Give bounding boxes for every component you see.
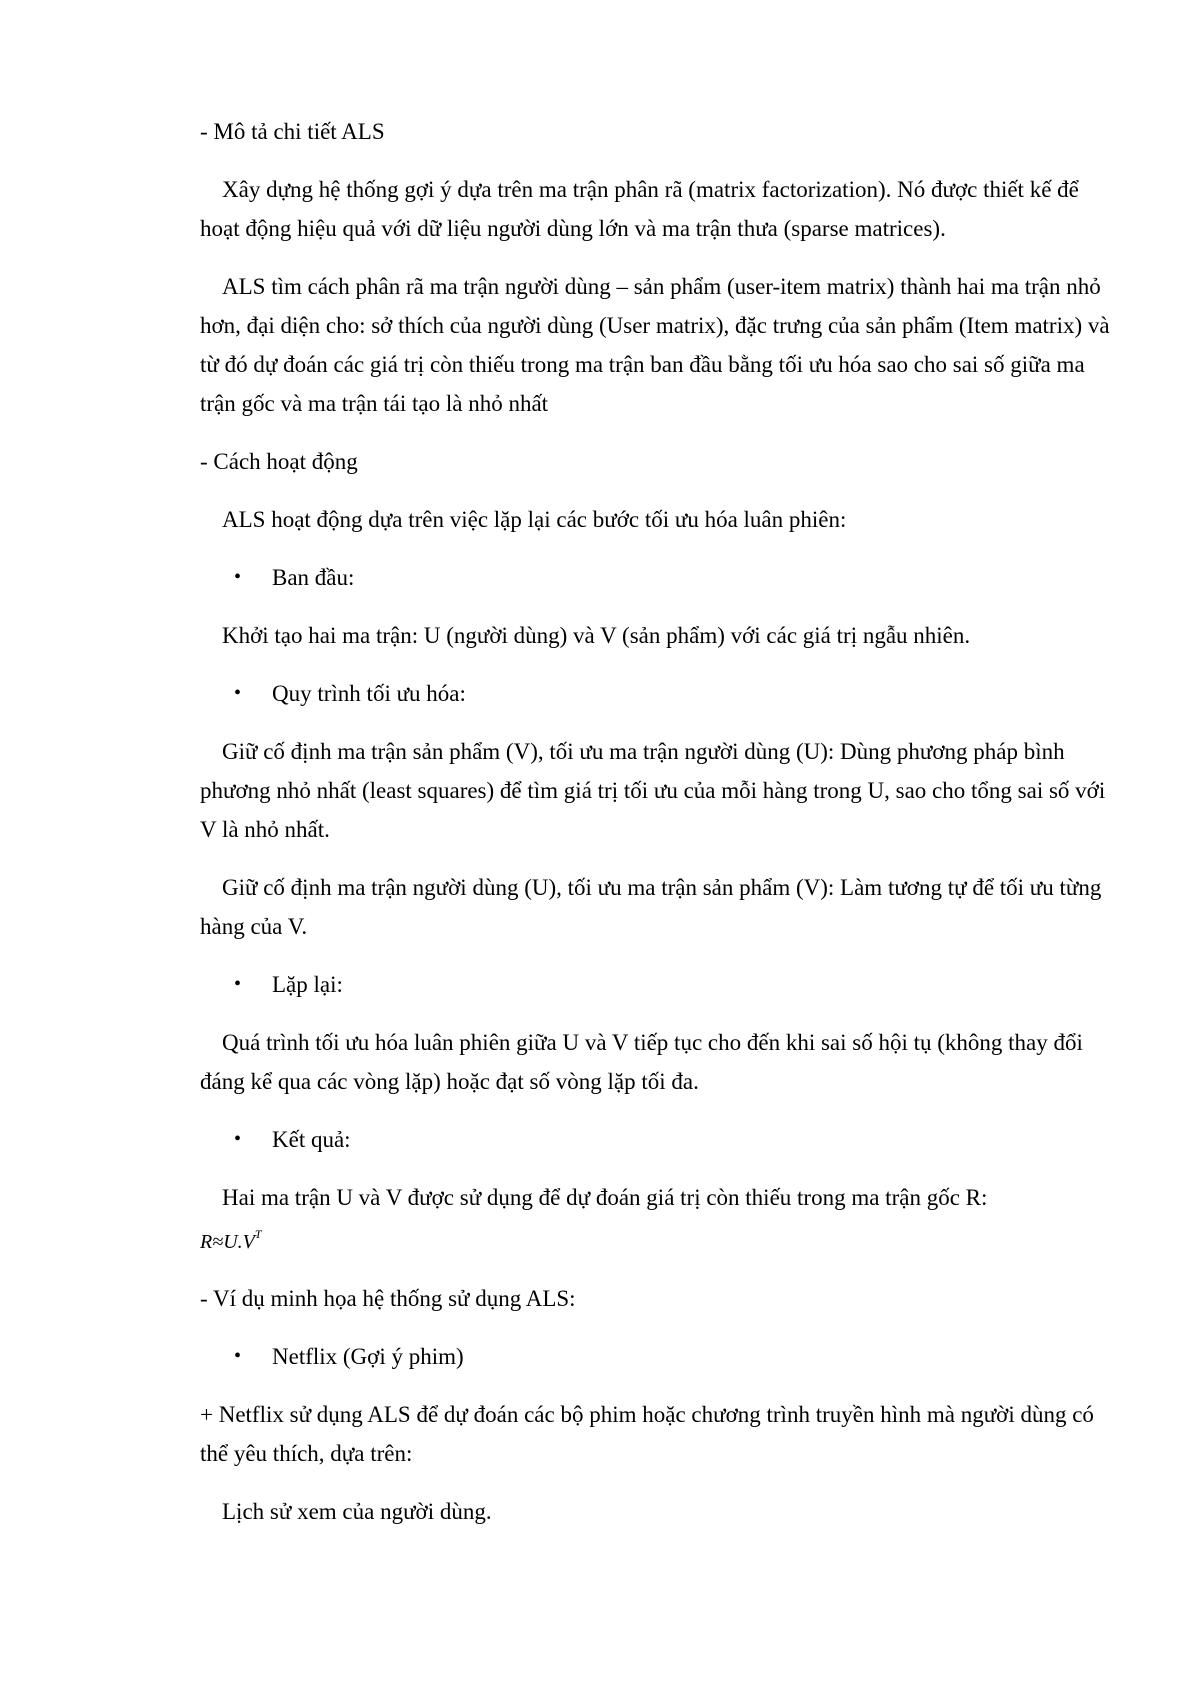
bullet-label: Ban đầu: [272, 565, 355, 590]
document-body [200, 112, 1120, 1550]
bullet-icon: • [234, 682, 242, 704]
bullet-label: Quy trình tối ưu hóa: [272, 681, 466, 706]
paragraph: ALS tìm cách phân rã ma trận người dùng – sản phẩm (user-item matrix) thành hai ma trận nhỏ hơn, đại diện cho: sở thích của người dùng (User matrix), đặc trưng của sản phẩm (Item matrix) và từ đó dự đoán các giá trị còn thiếu trong ma trận ban đầu bằng tối ưu hóa sao cho sai số giữa ma trận gốc và ma trận tái tạo là nhỏ nhất [200, 274, 1110, 416]
paragraph: Xây dựng hệ thống gợi ý dựa trên ma trận phân rã (matrix factorization). Nó được thiết kế để hoạt động hiệu quả với dữ liệu người dùng lớn và ma trận thưa (sparse matrices). [200, 177, 1079, 241]
bullet-icon: • [234, 566, 242, 588]
bullet-label: Netflix (Gợi ý phim) [272, 1344, 464, 1369]
formula-main: R≈U.V [200, 1231, 255, 1253]
paragraph: + Netflix sử dụng ALS để dự đoán các bộ phim hoặc chương trình truyền hình mà người dùng có thể yêu thích, dựa trên: [200, 1402, 1094, 1466]
paragraph: Giữ cố định ma trận sản phẩm (V), tối ưu ma trận người dùng (U): Dùng phương pháp bình phương nhỏ nhất (least squares) để tìm giá trị tối ưu của mỗi hàng trong U, sao cho tổng sai số với V là nhỏ nhất. [200, 739, 1106, 842]
section-heading-how-it-works: - Cách hoạt động [200, 449, 358, 474]
bullet-label: Kết quả: [272, 1127, 351, 1152]
paragraph: ALS hoạt động dựa trên việc lặp lại các bước tối ưu hóa luân phiên: [222, 507, 847, 532]
section-heading-example: - Ví dụ minh họa hệ thống sử dụng ALS: [200, 1286, 576, 1311]
bullet-item [200, 674, 1120, 713]
formula-superscript: T [254, 1227, 262, 1241]
bullet-icon: • [234, 1128, 242, 1150]
bullet-icon: • [234, 1345, 242, 1367]
paragraph: Quá trình tối ưu hóa luân phiên giữa U và V tiếp tục cho đến khi sai số hội tụ (không thay đổi đáng kể qua các vòng lặp) hoặc đạt số vòng lặp tối đa. [200, 1030, 1083, 1094]
bullet-item [200, 965, 1120, 1004]
bullet-item [200, 1120, 1120, 1159]
bullet-label: Lặp lại: [272, 972, 343, 997]
bullet-icon: • [234, 973, 242, 995]
section-heading-als-description: - Mô tả chi tiết ALS [200, 119, 385, 144]
bullet-item [200, 1337, 1120, 1376]
paragraph: Giữ cố định ma trận người dùng (U), tối ưu ma trận sản phẩm (V): Làm tương tự để tối ưu từng hàng của V. [200, 875, 1102, 939]
bullet-item [200, 558, 1120, 597]
paragraph: Hai ma trận U và V được sử dụng để dự đoán giá trị còn thiếu trong ma trận gốc R: [222, 1185, 988, 1210]
paragraph: Lịch sử xem của người dùng. [222, 1499, 492, 1524]
paragraph: Khởi tạo hai ma trận: U (người dùng) và V (sản phẩm) với các giá trị ngẫu nhiên. [222, 623, 971, 648]
formula [200, 1216, 1120, 1260]
